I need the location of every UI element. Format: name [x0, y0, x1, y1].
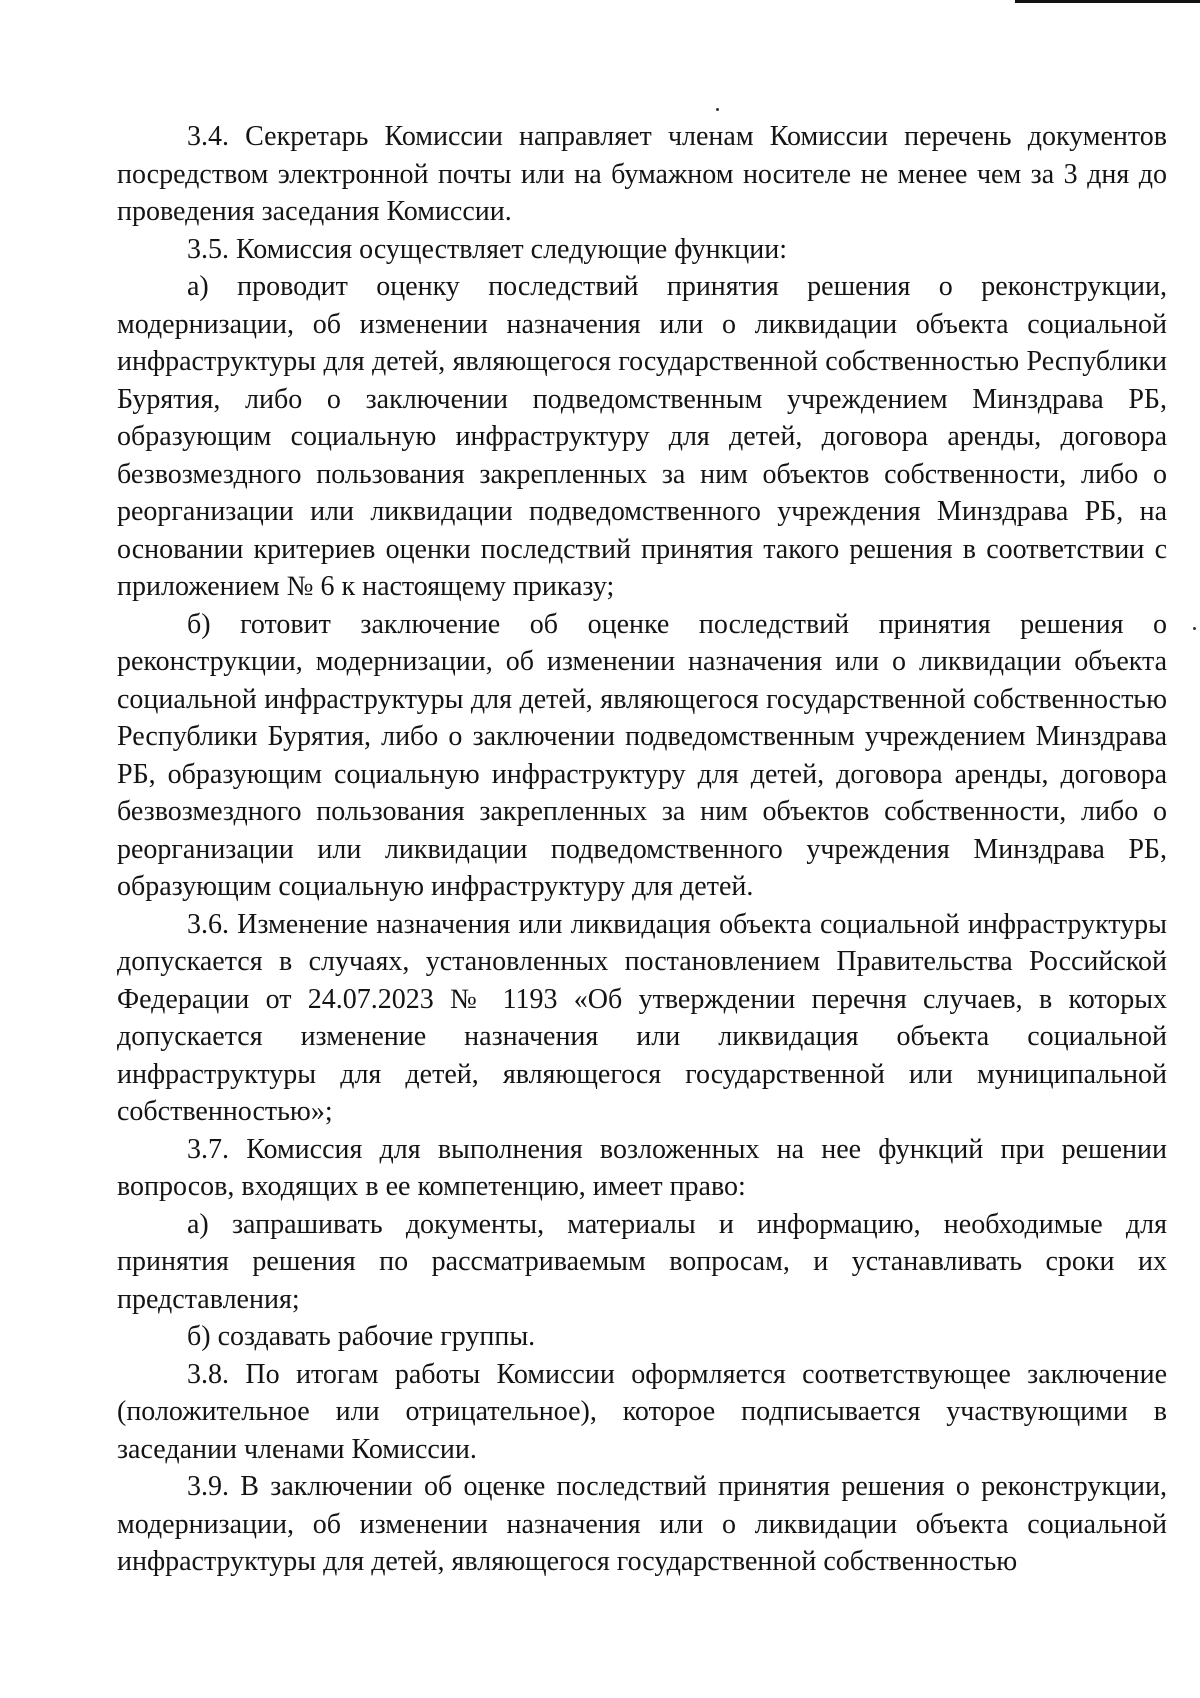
- paragraph-3-7: 3.7. Комиссия для выполнения возложенных на нее функций при решении вопросов, входящих в ее компетенцию, имеет право:: [117, 1133, 1167, 1202]
- paragraph-3-5-b: б) готовит заключение об оценке последствий принятия решения о реконструкции, модернизации, об изменении назначения или о ликвидации объекта социальной инфраструктуры для детей, являющегося государственной собственностью Республики Бурятия, либо о заключении подведомственным учреждением Минздрава РБ, образующим социальную инфраструктуру для детей, договора аренды, договора безвозмездного пользования закрепленных за ним объектов собственности, либо о реорганизации или ликвидации подведомственного учреждения Минздрава РБ, образующим социальную инфраструктуру для детей.: [117, 608, 1167, 902]
- paragraph-3-9: 3.9. В заключении об оценке последствий принятия решения о реконструкции, модернизации, об изменении назначения или о ликвидации объекта социальной инфраструктуры для детей, являющегося государственной собственностью: [117, 1471, 1167, 1577]
- document-body: [117, 118, 1167, 1581]
- paragraph-3-8: 3.8. По итогам работы Комиссии оформляется соответствующее заключение (положительное или отрицательное), которое подписывается участвующими в заседании членами Комиссии.: [117, 1358, 1167, 1465]
- paragraph-3-5: 3.5. Комиссия осуществляет следующие функции:: [187, 233, 788, 265]
- paragraph-3-4: 3.4. Секретарь Комиссии направляет членам Комиссии перечень документов посредством электронной почты или на бумажном носителе не менее чем за 3 дня до проведения заседания Комиссии.: [117, 121, 1167, 227]
- paragraph-3-7-b: б) создавать рабочие группы.: [187, 1321, 536, 1352]
- top-border-line: [1015, 0, 1200, 3]
- paragraph-3-6: 3.6. Изменение назначения или ликвидация объекта социальной инфраструктуры допускается в случаях, установленных постановлением Правительства Российской Федерации от 24.07.2023 № 1193 «Об утверждении перечня случаев, в которых допускается изменение назначения или ликвидация объекта социальной инфраструктуры для детей, являющегося государственной или муниципальной собственностью»;: [117, 908, 1167, 1127]
- scan-artifact-dot: [716, 108, 719, 111]
- scan-artifact-dot: [1193, 627, 1196, 630]
- paragraph-3-5-a: а) проводит оценку последствий принятия решения о реконструкции, модернизации, об изменении назначения или о ликвидации объекта социальной инфраструктуры для детей, являющегося государственной собственностью Республики Бурятия, либо о заключении подведомственным учреждением Минздрава РБ, образующим социальную инфраструктуру для детей, договора аренды, договора безвозмездного пользования закрепленных за ним объектов собственности, либо о реорганизации или ликвидации подведомственного учреждения Минздрава РБ, на основании критериев оценки последствий принятия такого решения в соответствии с приложением № 6 к настоящему приказу;: [117, 271, 1167, 602]
- paragraph-3-7-a: а) запрашивать документы, материалы и информацию, необходимые для принятия решения по рассматриваемым вопросам, и устанавливать сроки их представления;: [117, 1208, 1167, 1315]
